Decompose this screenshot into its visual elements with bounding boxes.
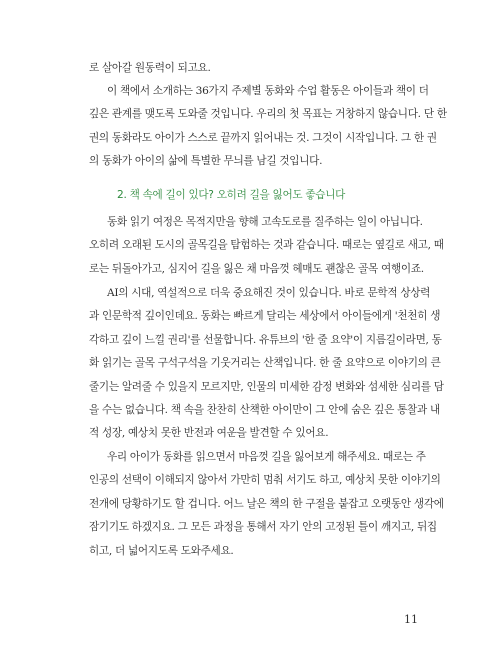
text-line: 깊은 관계를 맺도록 도와줄 것입니다. 우리의 첫 목표는 거창하지 않습니다. 단 한 [89, 108, 447, 121]
text-line: 이 책에서 소개하는 36가지 주제별 동화와 수업 활동은 아이들과 책이 더 [107, 85, 429, 97]
text-line: 화 읽기는 골목 구석구석을 기웃거리는 산책입니다. 한 줄 요약으로 이야기의 큰 [89, 357, 441, 370]
paragraph-intro-end [89, 57, 415, 80]
text-line: 로 살아갈 원동력이 되고요. [89, 62, 211, 74]
paragraph-ai-era [89, 282, 444, 446]
text-line: 우리 아이가 동화를 읽으면서 마음껏 길을 잃어보게 해주세요. 때로는 주 [107, 451, 426, 463]
text-line: 전개에 당황하기도 할 겁니다. 어느 날은 책의 한 구절을 붙잡고 오랫동안 생각에 [89, 497, 444, 510]
section-heading: 2. 책 속에 길이 있다? 오히려 길을 잃어도 좋습니다 [117, 189, 346, 201]
text-line: 인공의 선택이 이해되지 않아서 가만히 멈춰 서기도 하고, 예상치 못한 이야기의 [89, 474, 441, 487]
text-line: 권의 동화라도 아이가 스스로 끝까지 읽어내는 것. 그것이 시작입니다. 그 한 권 [89, 131, 437, 144]
paragraph-reading-journey [89, 211, 444, 281]
text-line: 줄기는 알려줄 수 있을지 모르지만, 인물의 미세한 감정 변화와 섬세한 심리를 담 [89, 380, 444, 393]
text-line: 동화 읽기 여정은 목적지만을 향해 고속도로를 질주하는 일이 아닙니다. [107, 216, 423, 228]
text-line: 로는 뒤돌아가고, 심지어 길을 잃은 채 마음껏 헤매도 괜찮은 골목 여행이죠. [89, 262, 424, 275]
text-line: 과 인문학적 깊이인데요. 동화는 빠르게 달리는 세상에서 아이들에게 '천천히 생 [89, 310, 441, 323]
paragraph-book-introduction [89, 80, 447, 174]
text-line: 잠기기도 하겠지요. 그 모든 과정을 통해서 자기 안의 고정된 틀이 깨지고, 뒤집 [89, 521, 437, 534]
text-line: 히고, 더 넓어지도록 도와주세요. [89, 544, 234, 557]
text-line: 의 동화가 아이의 삶에 특별한 무늬를 남길 것입니다. [89, 155, 323, 168]
text-line: AI의 시대, 역설적으로 더욱 중요해진 것이 있습니다. 바로 문학적 상상력 [107, 287, 431, 299]
text-line: 적 성장, 예상치 못한 반전과 여운을 발견할 수 있어요. [89, 427, 329, 440]
text-line: 을 수는 없습니다. 책 속을 찬찬히 산책한 아이만이 그 안에 숨은 깊은 통찰과 내 [89, 403, 440, 416]
text-line: 오히려 오래된 도시의 골목길을 탐험하는 것과 같습니다. 때로는 옆길로 새고, 때 [89, 239, 444, 252]
text-line: 각하고 깊이 느낄 권리'를 선물합니다. 유튜브의 '한 줄 요약'이 지름길이라면, 동 [89, 333, 442, 346]
page-number: 11 [404, 613, 418, 626]
paragraph-get-lost [89, 446, 444, 563]
